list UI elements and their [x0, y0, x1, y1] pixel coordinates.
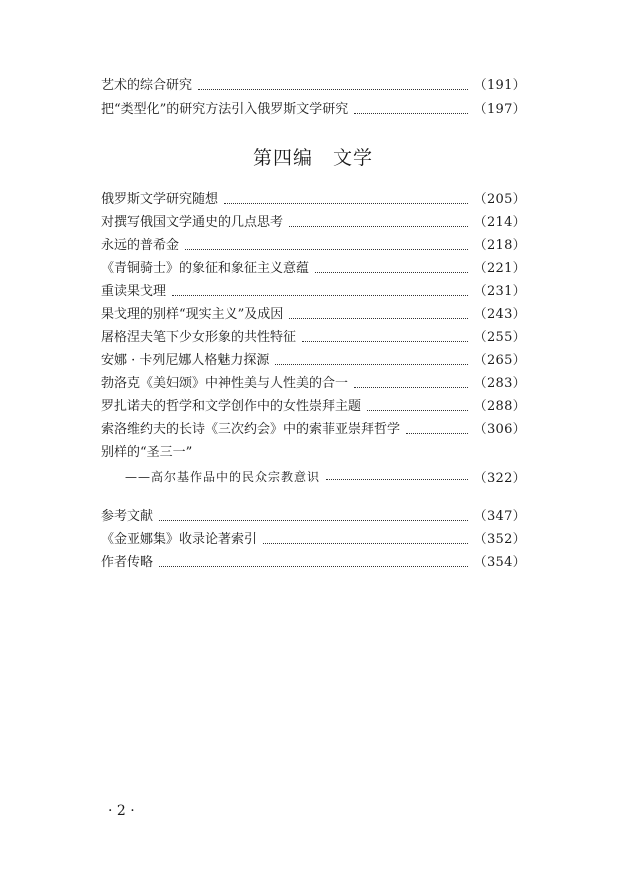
- toc-entry-title: 《金亚娜集》收录论著索引: [101, 532, 258, 547]
- toc-entry[interactable]: [101, 465, 526, 487]
- dot-leader: [289, 318, 467, 319]
- toc-entry-title: 果戈理的别样“现实主义”及成因: [101, 307, 284, 322]
- dot-leader: [289, 226, 468, 227]
- section-heading: 第四编 文学: [252, 147, 373, 169]
- toc-entry[interactable]: [101, 529, 526, 551]
- toc-entry-title: 作者传略: [101, 555, 154, 570]
- page-number: · 2 ·: [108, 803, 135, 819]
- toc-entry-page: （221）: [473, 261, 526, 276]
- dot-leader: [302, 341, 468, 342]
- dot-leader: [198, 89, 468, 90]
- toc-entry[interactable]: [101, 281, 526, 303]
- toc-entry-title: 罗扎诺夫的哲学和文学创作中的女性崇拜主题: [101, 399, 362, 414]
- dot-leader: [367, 410, 468, 411]
- toc-entry-page: （255）: [473, 330, 526, 345]
- dot-leader: [159, 566, 468, 567]
- dot-leader: [275, 364, 467, 365]
- toc-entry-page: （218）: [473, 238, 526, 253]
- toc-entry-page: （288）: [473, 399, 526, 414]
- toc-entry[interactable]: [101, 189, 526, 211]
- toc-entry-title: 永远的普希金: [101, 238, 180, 253]
- toc-entry[interactable]: [101, 419, 526, 441]
- toc-entry-page: （322）: [473, 470, 526, 486]
- dot-leader: [354, 387, 468, 388]
- toc-entry[interactable]: [101, 327, 526, 349]
- toc-entry-title: 对撰写俄国文学通史的几点思考: [101, 215, 284, 230]
- toc-entry-page: （347）: [473, 509, 526, 524]
- dot-leader: [326, 479, 468, 480]
- toc-entry[interactable]: [101, 212, 526, 234]
- toc-entry-page: （231）: [473, 284, 526, 299]
- toc-entry[interactable]: [101, 396, 526, 418]
- toc-entry-title: 勃洛克《美妇颂》中神性美与人性美的合一: [101, 376, 349, 391]
- toc-entry[interactable]: [101, 235, 526, 257]
- dot-leader: [354, 113, 467, 114]
- toc-entry-title: 安娜 · 卡列尼娜人格魅力探源: [101, 353, 270, 368]
- toc-entry-page: （191）: [473, 78, 526, 93]
- toc-entry-subtitle: ——高尔基作品中的民众宗教意识: [125, 469, 321, 484]
- toc-entry-title: 《青铜骑士》的象征和象征主义意蕴: [101, 261, 310, 276]
- toc-entry[interactable]: [101, 99, 526, 121]
- toc-entry[interactable]: [101, 350, 526, 372]
- toc-entry-page: （214）: [473, 215, 526, 230]
- toc-entry-page: （243）: [473, 307, 526, 322]
- toc-entry[interactable]: [101, 506, 526, 528]
- dot-leader: [224, 203, 468, 204]
- toc-entry-title: 参考文献: [101, 509, 154, 524]
- toc-entry-title: 艺术的综合研究: [101, 78, 193, 93]
- dot-leader: [185, 249, 468, 250]
- toc-entry-page: （197）: [473, 102, 526, 117]
- toc-entry[interactable]: [101, 258, 526, 280]
- toc-entry-title: 索洛维约夫的长诗《三次约会》中的索菲亚崇拜哲学: [101, 422, 401, 437]
- toc-entry-page: （265）: [473, 353, 526, 368]
- toc-entry-page: （283）: [473, 376, 526, 391]
- toc-entry[interactable]: [101, 552, 526, 574]
- dot-leader: [263, 543, 468, 544]
- toc-entry-title[interactable]: 别样的“圣三一”: [101, 445, 193, 460]
- dot-leader: [172, 295, 468, 296]
- toc-entry-title: 把“类型化”的研究方法引入俄罗斯文学研究: [101, 102, 349, 117]
- toc-entry-page: （306）: [473, 422, 526, 437]
- toc-entry[interactable]: [101, 373, 526, 395]
- toc-entry-title: 重读果戈理: [101, 284, 167, 299]
- toc-entry-page: （354）: [473, 555, 526, 570]
- toc-entry-title: 俄罗斯文学研究随想: [101, 192, 219, 207]
- toc-entry-page: （352）: [473, 532, 526, 547]
- toc-entry-title: 屠格涅夫笔下少女形象的共性特征: [101, 330, 297, 345]
- dot-leader: [159, 520, 468, 521]
- toc-entry[interactable]: [101, 75, 526, 97]
- toc-entry[interactable]: [101, 304, 526, 326]
- dot-leader: [315, 272, 468, 273]
- toc-entry-page: （205）: [473, 192, 526, 207]
- dot-leader: [406, 433, 468, 434]
